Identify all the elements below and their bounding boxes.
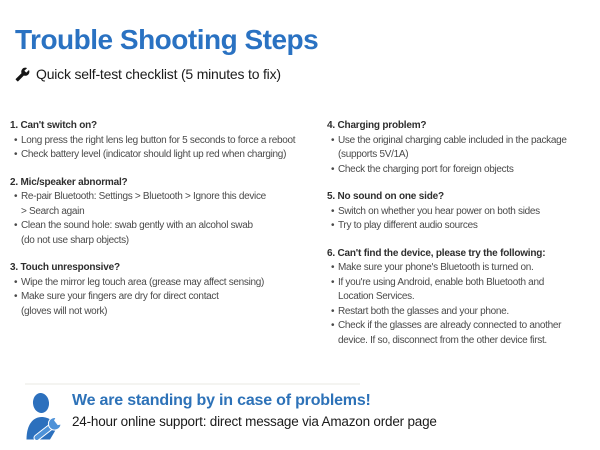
- footer-headline: We are standing by in case of problems!: [72, 392, 371, 409]
- bullet-dot: •: [331, 163, 335, 175]
- troubleshooting-section: [327, 190, 595, 234]
- bullet-text: Check if the glasses are already connected to another device. If so, disconnect from the other device first.: [338, 320, 562, 346]
- footer-divider: [25, 383, 360, 385]
- bullet-dot: •: [331, 305, 335, 317]
- bullet-dot: •: [14, 149, 18, 160]
- bullet-item: [10, 134, 327, 149]
- section-heading: 6. Can't find the device, please try the following:: [327, 247, 546, 259]
- footer-text: [72, 391, 437, 430]
- section-heading: 2. Mic/speaker abnormal?: [10, 176, 128, 188]
- bullet-text: Check the charging port for foreign objects: [338, 163, 514, 175]
- subtitle: [15, 64, 585, 84]
- bullet-text: Make sure your fingers are dry for direct contact (gloves will not work): [21, 291, 219, 317]
- bullet-dot: •: [331, 134, 335, 146]
- bullet-dot: •: [14, 134, 18, 146]
- bullet-dot: •: [331, 220, 335, 231]
- wrench-icon: [15, 67, 30, 82]
- section-heading: 4. Charging problem?: [327, 120, 427, 131]
- subtitle-text: Quick self-test checklist (5 minutes to fix): [36, 66, 281, 82]
- footer-support-line: 24-hour online support: direct message via Amazon order page: [72, 414, 437, 429]
- bullet-item: [327, 261, 595, 276]
- right-column: [327, 119, 595, 361]
- bullet-dot: •: [14, 291, 18, 302]
- troubleshooting-section: [327, 119, 595, 177]
- bullet-item: [10, 276, 327, 291]
- bullet-dot: •: [14, 220, 18, 231]
- left-column: [10, 119, 327, 361]
- bullet-text: Try to play different audio sources: [338, 220, 478, 231]
- bullet-text: If you're using Android, enable both Bluetooth and Location Services.: [338, 276, 544, 302]
- troubleshooting-section: [10, 119, 327, 163]
- bullet-text: Clean the sound hole: swab gently with an alcohol swab (do not use sharp objects): [21, 220, 253, 246]
- header: [0, 0, 600, 84]
- bullet-dot: •: [14, 276, 18, 288]
- support-technician-icon: [26, 393, 62, 440]
- bullet-item: [327, 276, 595, 305]
- bullet-item: [10, 219, 327, 248]
- bullet-dot: •: [331, 320, 335, 331]
- bullet-text: Make sure your phone's Bluetooth is turned on.: [338, 262, 534, 273]
- page-title: Trouble Shooting Steps: [15, 24, 319, 55]
- bullet-text: Long press the right lens leg button for 5 seconds to force a reboot: [21, 134, 296, 146]
- troubleshooting-section: [10, 176, 327, 249]
- bullet-item: [327, 319, 595, 348]
- section-heading: 1. Can't switch on?: [10, 120, 97, 131]
- bullet-item: [10, 148, 327, 163]
- troubleshooting-section: [10, 261, 327, 319]
- section-heading: 5. No sound on one side?: [327, 191, 444, 202]
- checklist-columns: [0, 119, 600, 361]
- bullet-item: [327, 134, 595, 163]
- bullet-dot: •: [331, 205, 335, 217]
- bullet-item: [10, 290, 327, 319]
- bullet-dot: •: [331, 262, 335, 273]
- troubleshooting-section: [327, 247, 595, 349]
- bullet-text: Check battery level (indicator should light up red when charging): [21, 149, 287, 160]
- bullet-dot: •: [331, 276, 335, 288]
- bullet-text: Re-pair Bluetooth: Settings > Bluetooth > Ignore this device > Search again: [21, 191, 266, 217]
- bullet-text: Use the original charging cable included in the package (supports 5V/1A): [338, 134, 567, 160]
- bullet-dot: •: [14, 191, 18, 202]
- bullet-item: [10, 190, 327, 219]
- bullet-item: [327, 305, 595, 320]
- section-heading: 3. Touch unresponsive?: [10, 262, 120, 273]
- bullet-item: [327, 205, 595, 220]
- footer: [26, 391, 437, 440]
- bullet-item: [327, 219, 595, 234]
- bullet-text: Wipe the mirror leg touch area (grease may affect sensing): [21, 276, 265, 288]
- bullet-item: [327, 163, 595, 178]
- bullet-text: Restart both the glasses and your phone.: [338, 305, 509, 317]
- bullet-text: Switch on whether you hear power on both sides: [338, 205, 540, 217]
